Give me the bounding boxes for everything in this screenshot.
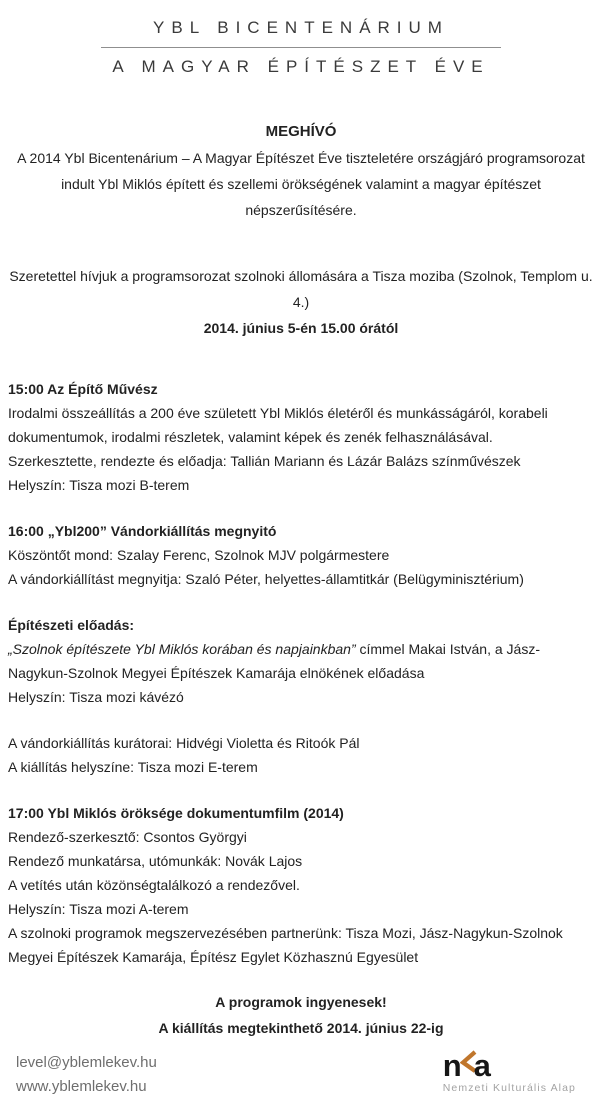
- closing-section: [0, 989, 602, 1041]
- invitation-title: MEGHÍVÓ: [265, 123, 337, 140]
- nka-caption: Nemzeti Kulturális Alap: [442, 1082, 576, 1094]
- program-line: A kiállítás helyszíne: Tisza mozi E-terem: [8, 759, 258, 775]
- program-list: [0, 377, 602, 969]
- nka-logo-letter-n: n: [442, 1048, 461, 1083]
- venue-section: [0, 263, 602, 341]
- website-link[interactable]: www.yblemlekev.hu: [16, 1078, 147, 1095]
- masthead-divider: [101, 47, 501, 48]
- program-line: Helyszín: Tisza mozi kávézó: [8, 689, 184, 705]
- email-link[interactable]: level@yblemlekev.hu: [16, 1054, 157, 1071]
- program-heading: 17:00 Ybl Miklós öröksége dokumentumfilm (2014): [8, 805, 344, 821]
- program-item-1600: [8, 519, 594, 591]
- program-line: Helyszín: Tisza mozi B-terem: [8, 477, 190, 493]
- lecture-quoted-title: „Szolnok építészete Ybl Miklós korában és napjainkban”: [8, 641, 356, 657]
- exhibition-open-until: A kiállítás megtekinthető 2014. június 22-ig: [158, 1020, 444, 1036]
- program-line: [8, 637, 594, 685]
- program-item-1700: [8, 801, 594, 969]
- program-heading: Építészeti előadás:: [8, 617, 135, 633]
- program-heading: 16:00 „Ybl200” Vándorkiállítás megnyitó: [8, 523, 277, 539]
- masthead-title: YBL BICENTENÁRIUM: [153, 18, 449, 37]
- nka-logo: [442, 1048, 490, 1083]
- program-item-1500: [8, 377, 594, 497]
- nka-logo-block: [442, 1048, 586, 1094]
- program-line: A vetítés után közönségtalálkozó a rendezővel.: [8, 877, 300, 893]
- program-line: A vándorkiállítás kurátorai: Hidvégi Violetta és Ritoók Pál: [8, 735, 360, 751]
- program-item-curators: [8, 731, 594, 779]
- venue-text: Szeretettel hívjuk a programsorozat szolnoki állomására a Tisza moziba (Szolnok, Templom u. 4.): [9, 268, 593, 310]
- program-line: Köszöntőt mond: Szalay Ferenc, Szolnok MJV polgármestere: [8, 547, 390, 563]
- program-line: Irodalmi összeállítás a 200 éve született Ybl Miklós életéről és munkásságáról, korabeli dokumentumok, irodalmi részletek, valamint képek és zenék felhasználásával.: [8, 405, 548, 445]
- program-line: Szerkesztette, rendezte és előadja: Tallián Mariann és Lázár Balázs színművészek: [8, 453, 521, 469]
- program-line: A vándorkiállítást megnyitja: Szaló Péter, helyettes-államtitkár (Belügyminisztérium): [8, 571, 524, 587]
- event-datetime: 2014. június 5-én 15.00 órától: [203, 320, 399, 336]
- free-programs-note: A programok ingyenesek!: [215, 994, 387, 1010]
- invitation-intro-section: [0, 119, 602, 223]
- contact-block: [16, 1051, 157, 1099]
- program-heading: 15:00 Az Építő Művész: [8, 381, 158, 397]
- invitation-intro-text: A 2014 Ybl Bicentenárium – A Magyar Építészet Éve tiszteletére országjáró programsorozat indult Ybl Miklós épített és szellemi örökségének valamint a magyar építészet népszerűsítésére.: [17, 150, 585, 218]
- footer: [0, 1048, 602, 1099]
- program-line: Rendező-szerkesztő: Csontos Györgyi: [8, 829, 247, 845]
- program-line: Rendező munkatársa, utómunkák: Novák Lajos: [8, 853, 303, 869]
- program-line: Helyszín: Tisza mozi A-terem: [8, 901, 189, 917]
- lecture-description: címmel Makai István, a Jász-Nagykun-Szolnok Megyei Építészek Kamarája elnökének előadása: [8, 641, 540, 681]
- program-line: A szolnoki programok megszervezésében partnerünk: Tisza Mozi, Jász-Nagykun-Szolnok Megyei Építészek Kamarája, Építész Egylet Közhasznú Egyesület: [8, 925, 563, 965]
- nka-logo-letter-a: a: [473, 1048, 490, 1083]
- program-item-lecture: [8, 613, 594, 709]
- masthead-subtitle: A MAGYAR ÉPÍTÉSZET ÉVE: [112, 57, 490, 76]
- masthead: [0, 0, 602, 77]
